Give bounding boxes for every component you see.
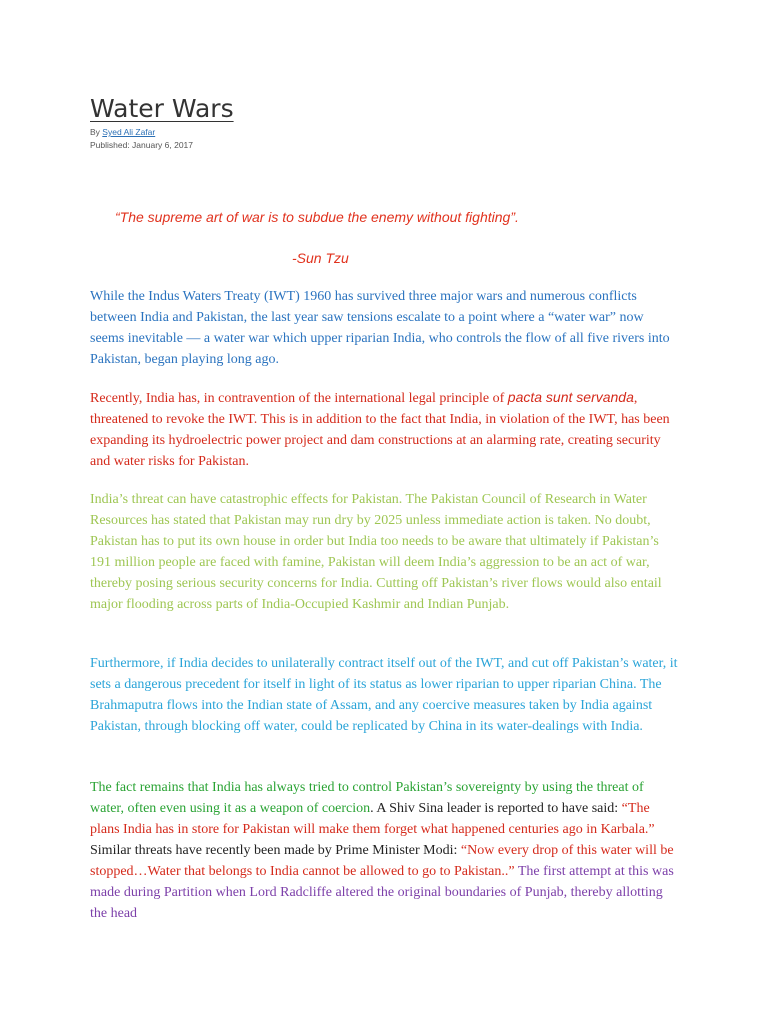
latin-phrase: pacta sunt servanda bbox=[507, 389, 634, 405]
shiv-sina-quote: “The plans India has in store for Pakistan will make them forget what happened centuries ago in Karbala.” bbox=[90, 801, 655, 837]
paragraph-5-text-1: . A Shiv Sina leader is reported to have said: bbox=[370, 801, 622, 816]
byline-label: By bbox=[90, 127, 100, 137]
author-link[interactable]: Syed Ali Zafar bbox=[102, 127, 156, 137]
paragraph-5-green-text: The fact remains that India has always tried to control Pakistan’s sovereignty by using the threat of water, often even using it as a weapon of coercion bbox=[90, 780, 644, 816]
paragraph-5 bbox=[90, 777, 680, 924]
paragraph-2-text-a: Recently, India has, in contravention of the international legal principle of bbox=[90, 391, 508, 406]
paragraph-2-text-b: , threatened to revoke the IWT. This is in addition to the fact that India, in violation of the IWT, has been expanding its hydroelectric power project and dam constructions at an alarming rate, creating security and water risks for Pakistan. bbox=[90, 391, 670, 469]
article-title: Water Wars bbox=[90, 94, 234, 123]
epigraph-attribution: -Sun Tzu bbox=[292, 250, 349, 266]
paragraph-5-purple-text: The first attempt at this was made during Partition when Lord Radcliffe altered the original boundaries of Punjab, thereby allotting the head bbox=[90, 864, 674, 921]
publish-date: Published: January 6, 2017 bbox=[90, 140, 194, 150]
paragraph-3: India’s threat can have catastrophic effects for Pakistan. The Pakistan Council of Research in Water Resources has stated that Pakistan may run dry by 2025 unless immediate action is taken. No doubt, Pakistan has to put its own house in order but India too needs to be aware that ultimately if Pakistan’s 191 million people are faced with famine, Pakistan will deem India’s aggression to be an act of war, thereby posing serious security concerns for India. Cutting off Pakistan’s river flows would also entail major flooding across parts of India-Occupied Kashmir and Indian Punjab. bbox=[90, 492, 662, 612]
modi-quote: “Now every drop of this water will be stopped…Water that belongs to India cannot be allowed to go to Pakistan..” bbox=[90, 843, 674, 879]
paragraph-4: Furthermore, if India decides to unilaterally contract itself out of the IWT, and cut off Pakistan’s water, it sets a dangerous precedent for itself in light of its status as lower riparian to upper riparian China. The Brahmaputra flows into the Indian state of Assam, and any coercive measures taken by India against Pakistan, through blocking off water, could be replicated by China in its water-dealings with India. bbox=[90, 656, 678, 734]
paragraph-5-text-2: Similar threats have recently been made by Prime Minister Modi: bbox=[90, 843, 461, 858]
epigraph-quote: “The supreme art of war is to subdue the enemy without fighting”. bbox=[115, 209, 519, 225]
paragraph-2 bbox=[90, 387, 680, 472]
byline bbox=[90, 127, 155, 137]
paragraph-1: While the Indus Waters Treaty (IWT) 1960 has survived three major wars and numerous conflicts between India and Pakistan, the last year saw tensions escalate to a point where a “water war” now seems inevitable — a water war which upper riparian India, who controls the flow of all five rivers into Pakistan, began playing long ago. bbox=[90, 289, 670, 367]
